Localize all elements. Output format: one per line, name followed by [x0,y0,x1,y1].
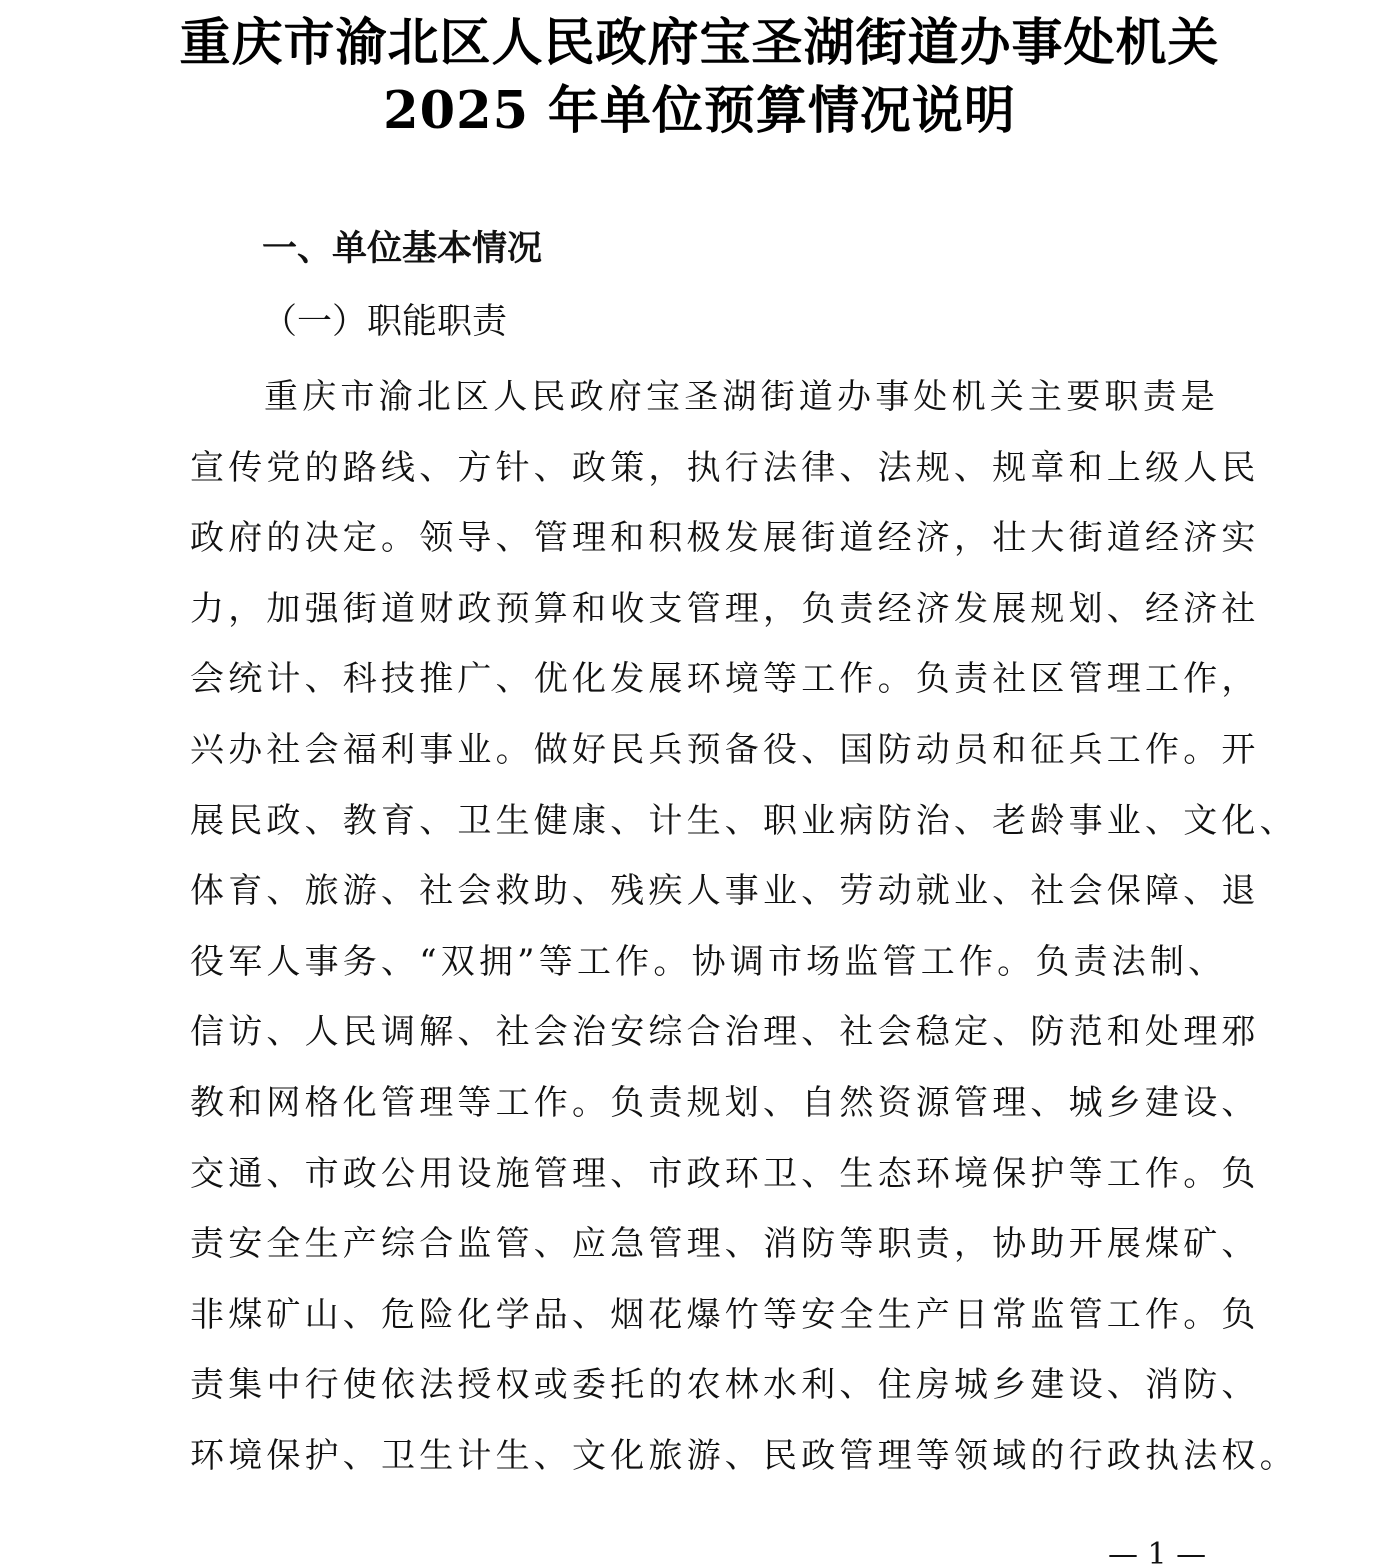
body-line: 教和网格化管理等工作。负责规划、自然资源管理、城乡建设、 [190,1082,1260,1123]
body-line: 责集中行使依法授权或委托的农林水利、住房城乡建设、消防、 [190,1365,1260,1406]
body-line: 宣传党的路线、方针、政策，执行法律、法规、规章和上级人民 [190,447,1260,488]
body-line: 力，加强街道财政预算和收支管理，负责经济发展规划、经济社 [190,588,1260,629]
body-line: 责安全生产综合监管、应急管理、消防等职责，协助开展煤矿、 [190,1224,1260,1265]
body-line: 信访、人民调解、社会治安综合治理、社会稳定、防范和处理邪 [190,1012,1260,1053]
body-line: 展民政、教育、卫生健康、计生、职业病防治、老龄事业、文化、 [190,800,1298,841]
body-line: 役军人事务、“双拥”等工作。协调市场监管工作。负责法制、 [190,941,1227,982]
page-number: — 1 — [1108,1540,1207,1566]
body-line: 环境保护、卫生计生、文化旅游、民政管理等领域的行政执法权。 [190,1435,1298,1476]
body-line: 重庆市渝北区人民政府宝圣湖街道办事处机关主要职责是 [264,377,1219,417]
document-title-line-1: 重庆市渝北区人民政府宝圣湖街道办事处机关 [179,13,1220,73]
body-line: 体育、旅游、社会救助、残疾人事业、劳动就业、社会保障、退 [190,871,1260,912]
body-line: 兴办社会福利事业。做好民兵预备役、国防动员和征兵工作。开 [190,729,1260,770]
body-line: 非煤矿山、危险化学品、烟花爆竹等安全生产日常监管工作。负 [190,1294,1260,1335]
body-line: 政府的决定。领导、管理和积极发展街道经济，壮大街道经济实 [190,518,1260,559]
subsection-heading: （一）职能职责 [262,302,508,342]
document-title-line-2: 2025 年单位预算情况说明 [383,81,1016,141]
body-line: 会统计、科技推广、优化发展环境等工作。负责社区管理工作， [190,659,1260,700]
body-paragraph [190,362,1298,1492]
body-line: 交通、市政公用设施管理、市政环卫、生态环境保护等工作。负 [190,1153,1260,1194]
section-heading: 一、单位基本情况 [262,229,543,269]
